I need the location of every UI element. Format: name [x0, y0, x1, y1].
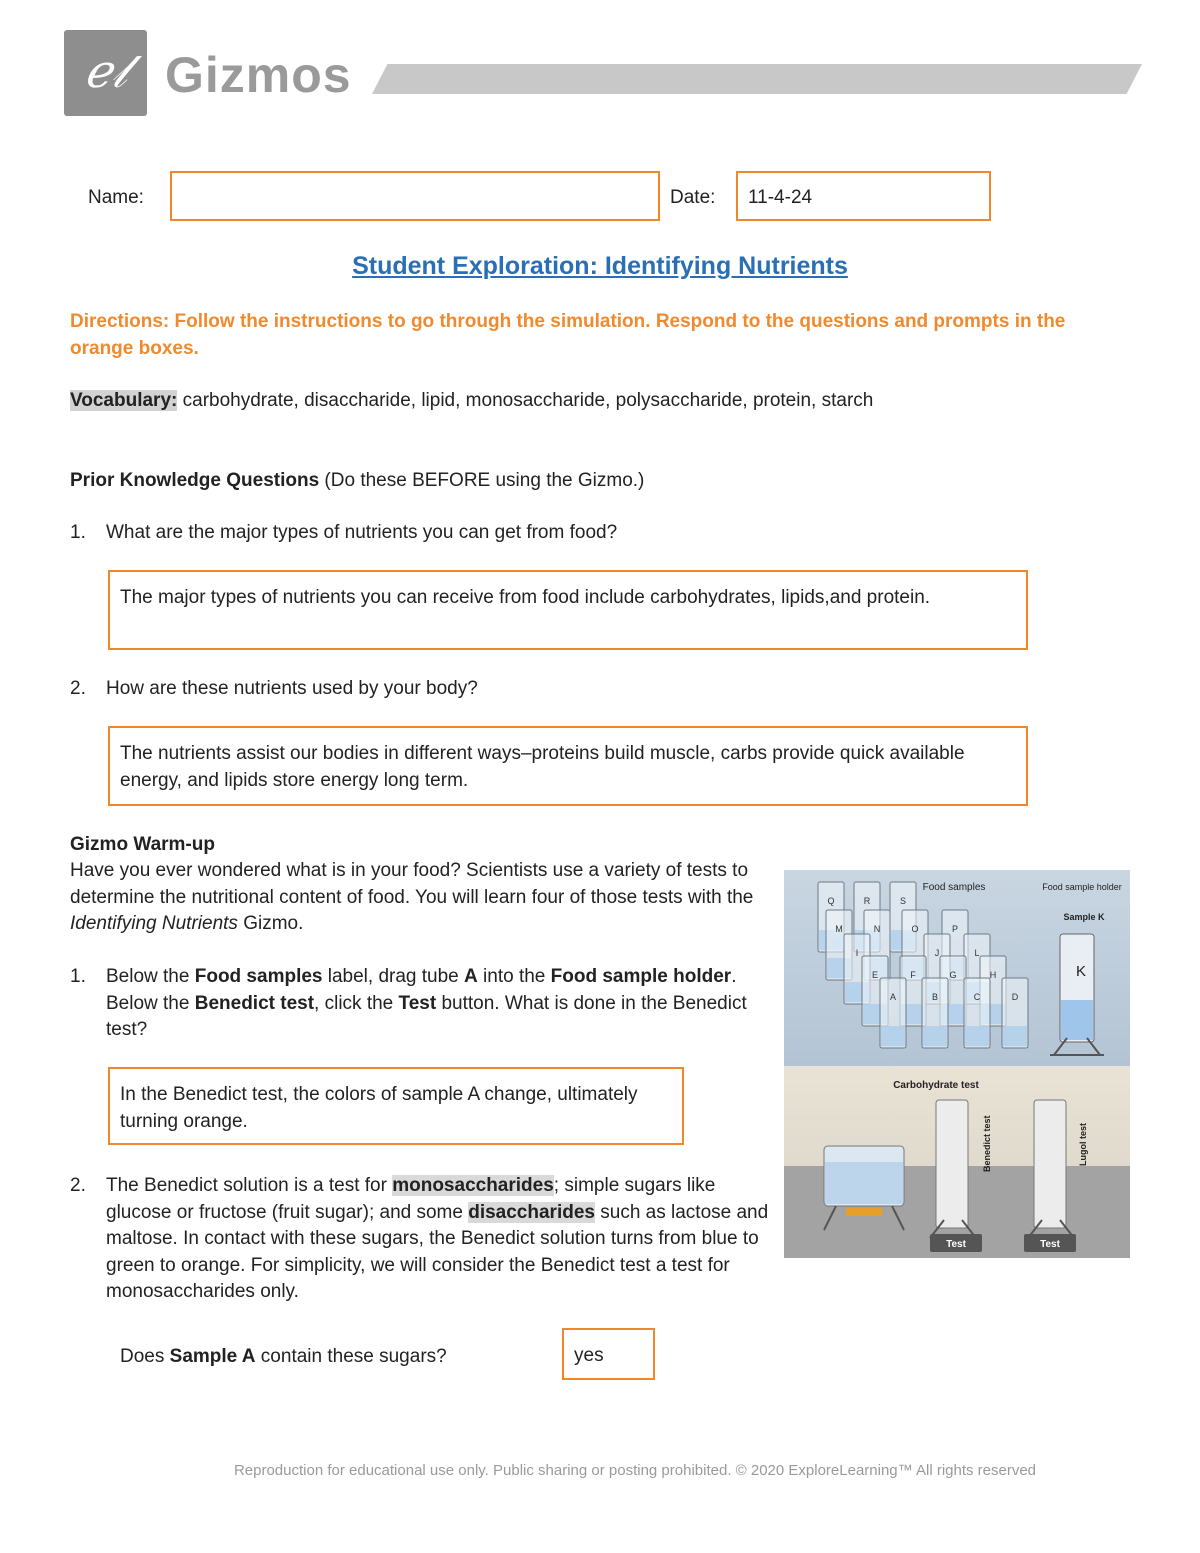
- vocabulary-line: [70, 388, 1130, 415]
- name-label: Name:: [88, 187, 144, 208]
- tube-letter-g: G: [949, 970, 957, 980]
- vocabulary-terms: carbohydrate, disaccharide, lipid, monosaccharide, polysaccharide, protein, starch: [177, 390, 874, 411]
- q1-part: button. What is done in the Benedict test?: [106, 992, 747, 1040]
- q2-part: ; simple sugars like glucose or fructose (fruit sugar); and some: [106, 1175, 716, 1223]
- q2-highlight-disaccharides: disaccharides: [468, 1201, 595, 1223]
- benedict-test-button-label: Test: [946, 1239, 966, 1250]
- tube-liquid: [1003, 1026, 1027, 1046]
- logo-glyph: ℯ𝓁: [84, 44, 127, 98]
- question-2-number: 2.: [70, 678, 86, 699]
- tube-letter-c: C: [973, 992, 981, 1002]
- tube-letter-q: Q: [827, 896, 835, 906]
- carbohydrate-test-label: Carbohydrate test: [893, 1080, 979, 1091]
- warmup-intro-b: Gizmo.: [237, 913, 304, 934]
- date-field[interactable]: 11-4-24: [736, 171, 991, 221]
- tube-letter-j: J: [934, 948, 940, 958]
- gizmos-logo-icon: [64, 30, 147, 116]
- q1-bold-a: A: [464, 966, 478, 987]
- tube-liquid: [965, 1026, 989, 1046]
- gizmo-simulation-image: [784, 870, 1130, 1258]
- subq-part: contain these sugars?: [255, 1346, 447, 1367]
- warmup-q2-text: [106, 1173, 772, 1306]
- date-label: Date:: [670, 187, 716, 208]
- q1-part: , click the: [314, 992, 399, 1014]
- tube-letter-d: D: [1011, 992, 1019, 1002]
- q2-part: The Benedict solution is a test for: [106, 1175, 393, 1196]
- question-1-number: 1.: [70, 522, 86, 543]
- q2-highlight-monosaccharides: monosaccharides: [392, 1175, 554, 1196]
- footer-text: Reproduction for educational use only. Public sharing or posting prohibited. © 2020 ExploreLearning™ All rights reserved: [233, 1462, 1037, 1479]
- q1-bold-food-samples: Food samples: [194, 966, 323, 987]
- directions-text: Directions: Follow the instructions to go through the simulation. Respond to the questions and prompts in the orange boxes.: [70, 311, 1066, 359]
- q1-part: . Below the: [106, 966, 737, 1014]
- food-sample-holder-label: Food sample holder: [1042, 882, 1122, 892]
- q1-bold-holder: Food sample holder: [550, 966, 732, 987]
- tube-letter-m: M: [835, 924, 843, 934]
- tube-letter-o: O: [911, 924, 919, 934]
- tube-letter-a: A: [889, 992, 897, 1002]
- benedict-test-label: Benedict test: [982, 1115, 992, 1172]
- lugol-test-button-label: Test: [1040, 1239, 1060, 1250]
- q1-bold-benedict: Benedict test: [194, 992, 315, 1014]
- warmup-intro: [70, 858, 770, 938]
- prior-knowledge-note: (Do these BEFORE using the Gizmo.): [319, 470, 645, 491]
- benedict-test-button[interactable]: [930, 1234, 982, 1252]
- q1-part: Below the: [106, 966, 195, 987]
- tube-letter-e: E: [871, 970, 879, 980]
- question-2-text: How are these nutrients used by your body?: [106, 678, 478, 699]
- warmup-intro-a: Have you ever wondered what is in your food? Scientists use a variety of tests to determine the nutritional content of food. You will learn four of those tests with the: [70, 860, 754, 908]
- q1-part: into the: [477, 966, 551, 987]
- prior-knowledge-title: Prior Knowledge Questions: [70, 470, 320, 491]
- tube-letter-r: R: [863, 896, 871, 906]
- warmup-q1-number: 1.: [70, 966, 86, 987]
- warmup-heading: Gizmo Warm-up: [70, 834, 215, 855]
- tube-letter-h: H: [989, 970, 997, 980]
- tube-letter-b: B: [931, 992, 939, 1002]
- prior-knowledge-heading: [70, 468, 644, 495]
- lugol-test-label: Lugol test: [1078, 1123, 1088, 1166]
- answer-box-1[interactable]: The major types of nutrients you can receive from food include carbohydrates, lipids,and protein.: [108, 570, 1028, 650]
- q1-bold-test: Test: [398, 992, 437, 1014]
- tube-liquid: [881, 1026, 905, 1046]
- tube-letter-i: I: [855, 948, 859, 958]
- vocabulary-label: Vocabulary:: [70, 390, 178, 411]
- warmup-q2-number: 2.: [70, 1175, 86, 1196]
- q1-part: label, drag tube: [322, 966, 465, 987]
- subq-part: Does: [120, 1346, 170, 1367]
- header-bar: [372, 64, 1142, 94]
- tube-letter-p: P: [951, 924, 959, 934]
- holder-tube-letter: K: [1075, 963, 1087, 980]
- tube-letter-n: N: [873, 924, 881, 934]
- subq-bold-sample-a: Sample A: [169, 1346, 256, 1367]
- lugol-test-button[interactable]: [1024, 1234, 1076, 1252]
- q2-part: such as lactose and maltose. In contact with these sugars, the Benedict solution turns from blue to green to orange. For simplicity, we will consider the Benedict test a test for monosaccharides only.: [106, 1201, 769, 1302]
- warmup-q2-subquestion: [120, 1344, 447, 1371]
- answer-box-2[interactable]: The nutrients assist our bodies in different ways–proteins build muscle, carbs provide quick available energy, and lipids store energy long term.: [108, 726, 1028, 806]
- name-field[interactable]: [170, 171, 660, 221]
- warmup-q1-text: [106, 964, 772, 1044]
- question-1-text: What are the major types of nutrients you can get from food?: [106, 522, 618, 543]
- sample-k-label: Sample K: [1063, 912, 1105, 922]
- answer-box-warmup-1[interactable]: In the Benedict test, the colors of sample A change, ultimately turning orange.: [108, 1067, 684, 1145]
- tube-letter-s: S: [899, 896, 907, 906]
- page-title: Student Exploration: Identifying Nutrients: [352, 252, 848, 280]
- tube-liquid: [923, 1026, 947, 1046]
- food-samples-label: Food samples: [922, 882, 986, 893]
- warmup-intro-italic: Identifying Nutrients: [70, 913, 238, 934]
- tube-letter-f: F: [910, 970, 916, 980]
- brand-name: Gizmos: [165, 47, 352, 103]
- answer-box-sample-a[interactable]: yes: [562, 1328, 655, 1380]
- tube-letter-l: L: [974, 948, 980, 958]
